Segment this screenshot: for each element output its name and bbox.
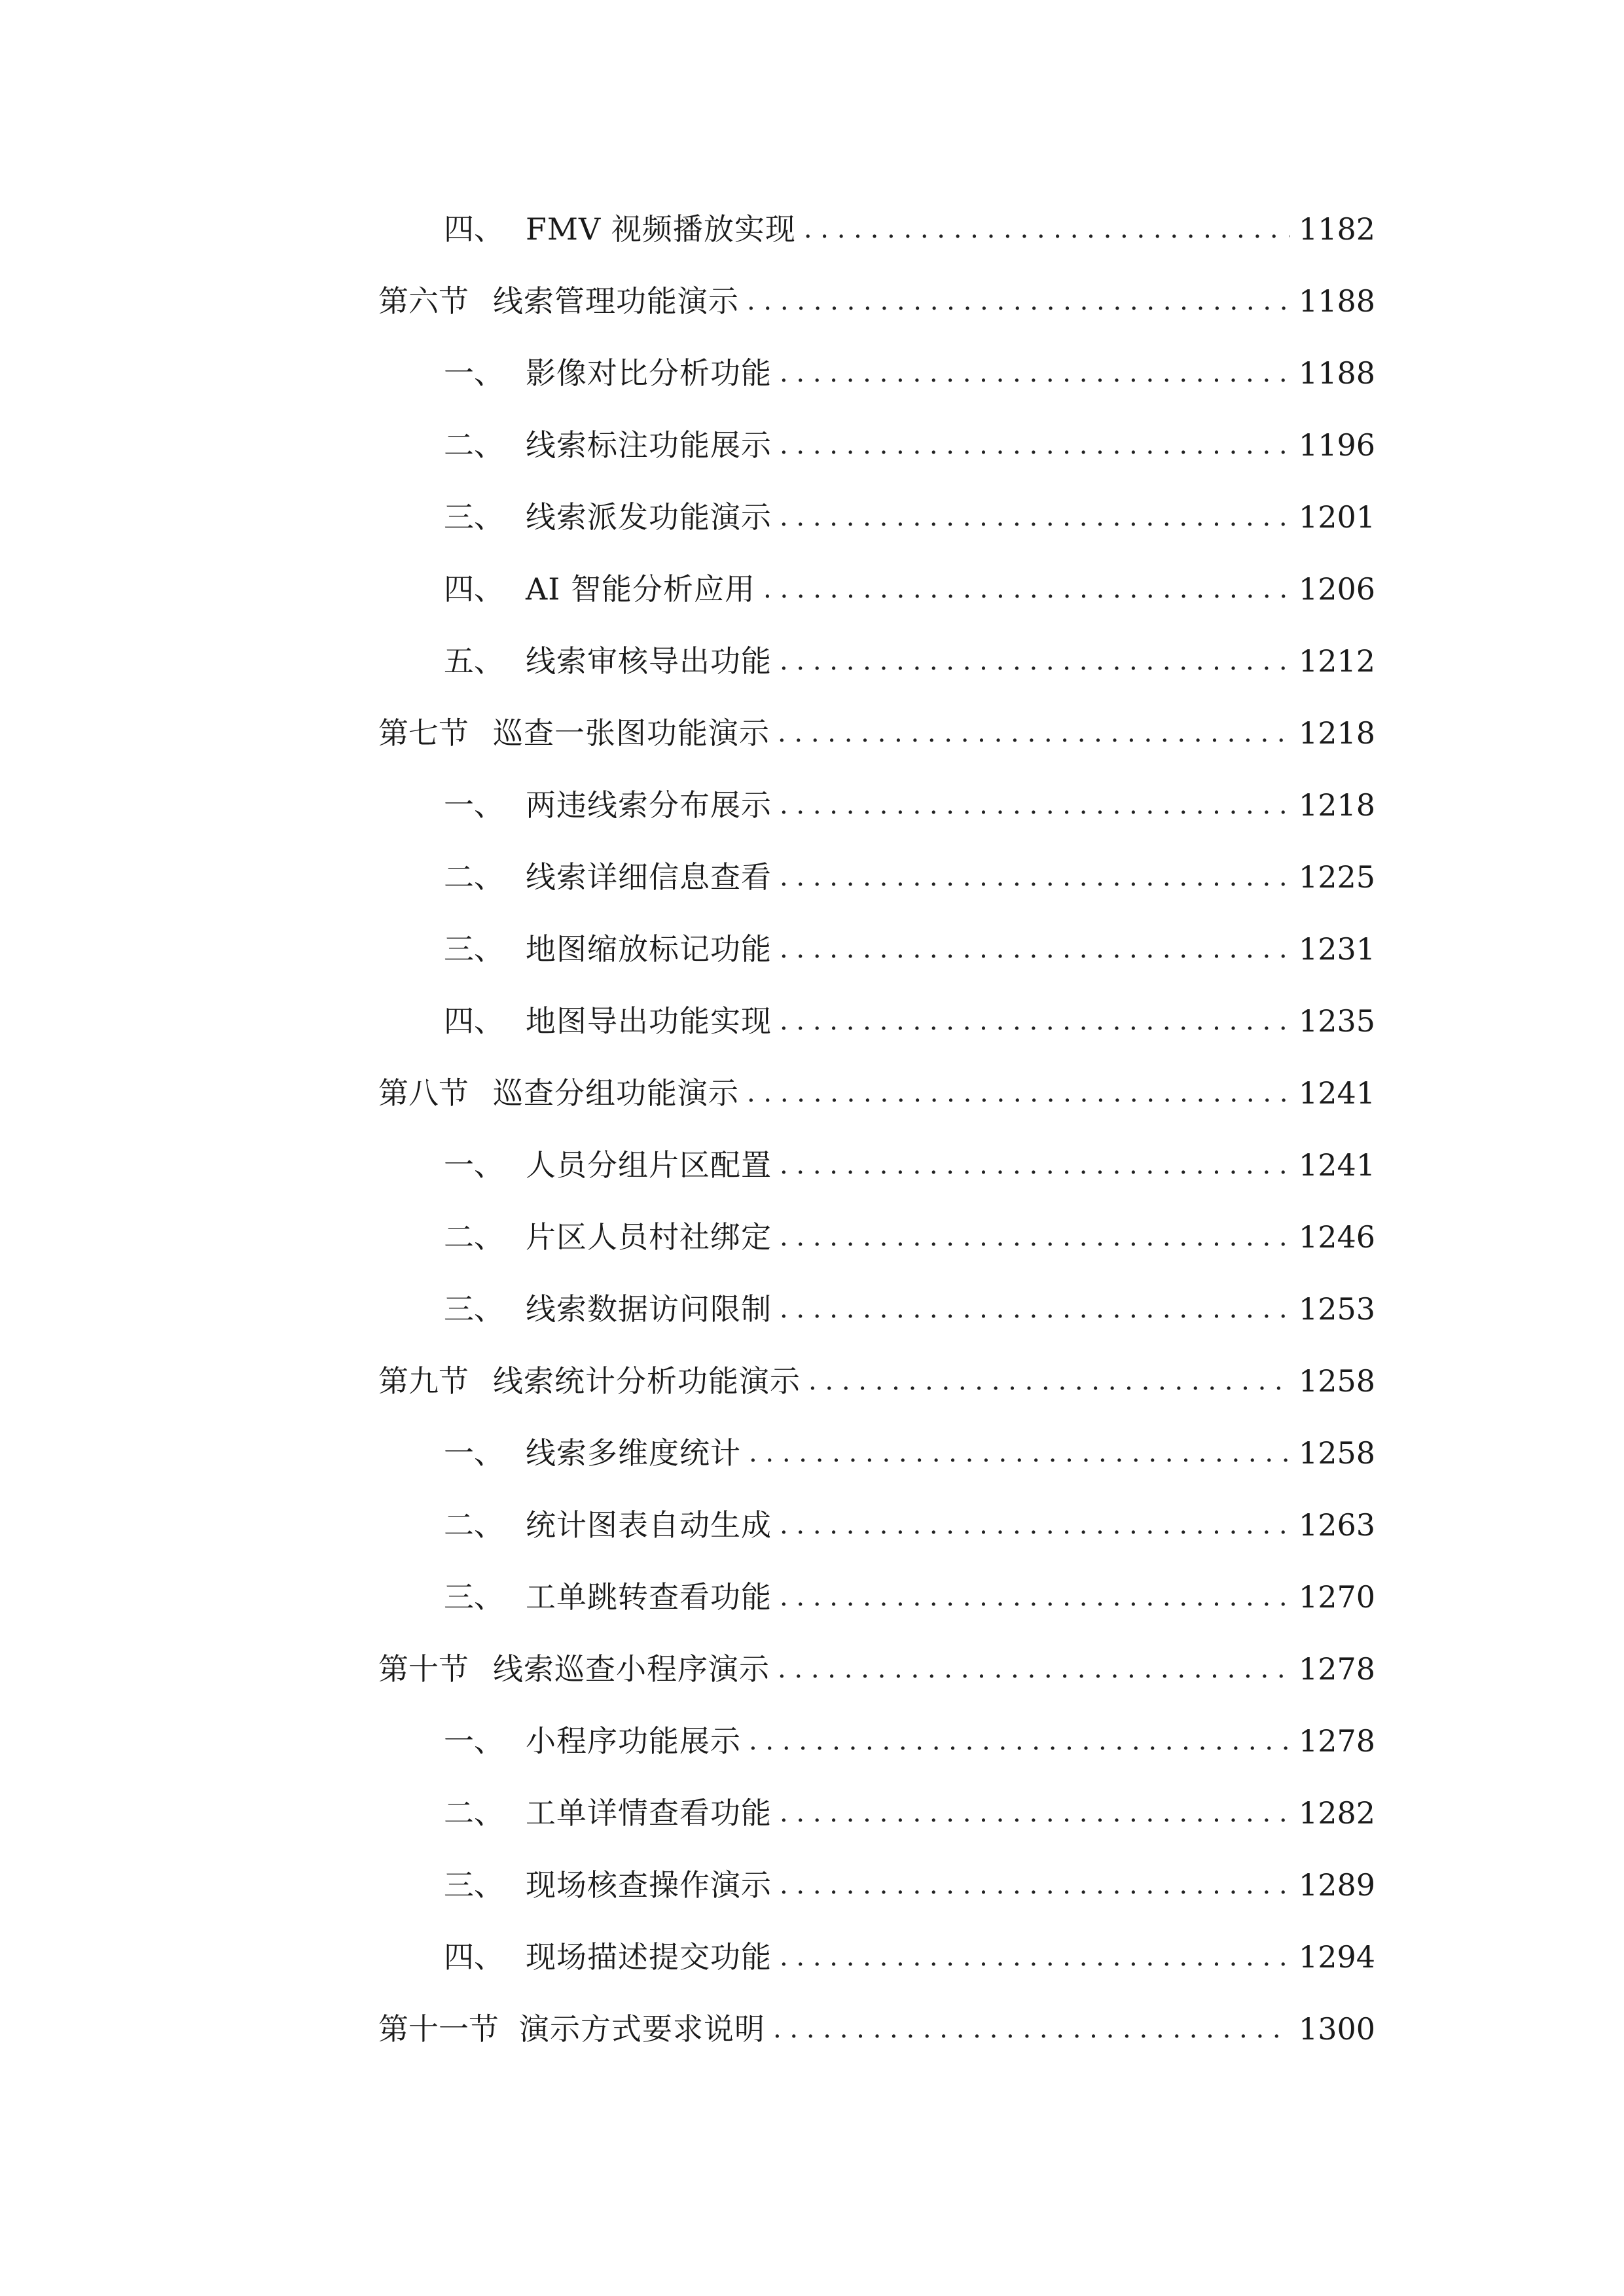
toc-dot-leader xyxy=(780,1139,1290,1191)
toc-entry-title: 工单跳转查看功能 xyxy=(526,1579,772,1615)
toc-dot-leader xyxy=(780,1859,1290,1911)
toc-dot-leader xyxy=(780,1211,1290,1263)
toc-entry-title: 现场核查操作演示 xyxy=(526,1867,772,1903)
toc-entry-page: 1188 xyxy=(1298,355,1375,391)
toc-entry-title: FMV 视频播放实现 xyxy=(526,211,796,247)
toc-entry[interactable] xyxy=(444,203,1375,255)
toc-dot-leader xyxy=(808,1355,1290,1407)
toc-dot-leader xyxy=(780,995,1290,1047)
toc-entry[interactable] xyxy=(444,1571,1375,1623)
toc-entry-title: 线索巡查小程序演示 xyxy=(493,1651,770,1687)
toc-entry-page: 1235 xyxy=(1298,1003,1375,1039)
toc-entry-title: 线索统计分析功能演示 xyxy=(493,1363,801,1399)
toc-entry[interactable] xyxy=(444,635,1375,687)
toc-entry-title: 线索标注功能展示 xyxy=(526,427,772,463)
toc-entry-title: 线索管理功能演示 xyxy=(493,283,739,319)
toc-entry[interactable] xyxy=(444,347,1375,399)
toc-entry-number: 第九节 xyxy=(378,1363,469,1399)
toc-entry-title: AI 智能分析应用 xyxy=(526,571,756,607)
toc-entry[interactable] xyxy=(444,851,1375,903)
toc-entry-page: 1188 xyxy=(1298,283,1375,319)
toc-entry-title: 线索多维度统计 xyxy=(526,1435,741,1471)
toc-dot-leader xyxy=(780,1931,1290,1983)
toc-entry-page: 1246 xyxy=(1298,1219,1375,1255)
toc-entry-title: 地图缩放标记功能 xyxy=(526,931,772,967)
toc-entry[interactable] xyxy=(444,1427,1375,1479)
toc-entry-page: 1270 xyxy=(1298,1579,1375,1615)
toc-entry-title: 小程序功能展示 xyxy=(526,1723,741,1759)
toc-entry-page: 1300 xyxy=(1298,2011,1375,2047)
toc-entry-page: 1294 xyxy=(1298,1939,1375,1975)
toc-entry-title: 线索详细信息查看 xyxy=(526,859,772,895)
toc-entry[interactable] xyxy=(444,1283,1375,1335)
toc-entry-page: 1212 xyxy=(1298,643,1375,679)
toc-entry-number: 二、 xyxy=(444,1219,504,1255)
toc-dot-leader xyxy=(747,1067,1290,1119)
toc-entry-number: 三、 xyxy=(444,1579,504,1615)
toc-dot-leader xyxy=(763,563,1290,615)
toc-entry-number: 二、 xyxy=(444,427,504,463)
toc-entry-page: 1258 xyxy=(1298,1363,1375,1399)
toc-entry-title: 影像对比分析功能 xyxy=(526,355,772,391)
toc-entry-number: 三、 xyxy=(444,1291,504,1327)
toc-dot-leader xyxy=(749,1715,1290,1767)
toc-entry[interactable] xyxy=(378,1355,1375,1407)
toc-dot-leader xyxy=(780,851,1290,903)
toc-entry-number: 第七节 xyxy=(378,715,469,751)
toc-entry-number: 四、 xyxy=(444,1003,504,1039)
toc-entry[interactable] xyxy=(378,707,1375,759)
toc-entry[interactable] xyxy=(444,419,1375,471)
toc-entry-number: 四、 xyxy=(444,211,504,247)
toc-entry-page: 1196 xyxy=(1298,427,1375,463)
toc-entry[interactable] xyxy=(444,1931,1375,1983)
toc-entry-page: 1263 xyxy=(1298,1507,1375,1543)
toc-entry-number: 一、 xyxy=(444,787,504,823)
toc-entry-title: 巡查分组功能演示 xyxy=(493,1075,739,1111)
toc-entry-title: 人员分组片区配置 xyxy=(526,1147,772,1183)
toc-entry-page: 1225 xyxy=(1298,859,1375,895)
toc-entry-page: 1182 xyxy=(1298,211,1375,247)
toc-entry-number: 一、 xyxy=(444,1435,504,1471)
toc-dot-leader xyxy=(780,1571,1290,1623)
toc-dot-leader xyxy=(804,203,1290,255)
toc-entry[interactable] xyxy=(378,1643,1375,1695)
toc-entry[interactable] xyxy=(444,1715,1375,1767)
toc-entry-number: 第十节 xyxy=(378,1651,469,1687)
toc-entry-title: 巡查一张图功能演示 xyxy=(493,715,770,751)
toc-entry-number: 五、 xyxy=(444,643,504,679)
toc-entry-page: 1289 xyxy=(1298,1867,1375,1903)
toc-entry[interactable] xyxy=(444,779,1375,831)
toc-entry[interactable] xyxy=(444,1211,1375,1263)
toc-entry-number: 四、 xyxy=(444,571,504,607)
toc-entry-number: 一、 xyxy=(444,1723,504,1759)
toc-entry[interactable] xyxy=(378,1067,1375,1119)
toc-entry-title: 线索派发功能演示 xyxy=(526,499,772,535)
toc-dot-leader xyxy=(747,275,1290,327)
toc-entry[interactable] xyxy=(444,1139,1375,1191)
toc-entry-number: 四、 xyxy=(444,1939,504,1975)
toc-dot-leader xyxy=(780,347,1290,399)
toc-dot-leader xyxy=(780,779,1290,831)
toc-entry-title: 统计图表自动生成 xyxy=(526,1507,772,1543)
toc-entry[interactable] xyxy=(444,491,1375,543)
toc-entry-number: 第八节 xyxy=(378,1075,469,1111)
toc-entry[interactable] xyxy=(444,1859,1375,1911)
toc-entry-title: 工单详情查看功能 xyxy=(526,1795,772,1831)
toc-dot-leader xyxy=(773,2003,1290,2055)
toc-entry-page: 1206 xyxy=(1298,571,1375,607)
toc-entry[interactable] xyxy=(378,275,1375,327)
toc-entry[interactable] xyxy=(444,563,1375,615)
toc-entry-number: 二、 xyxy=(444,1507,504,1543)
toc-entry-page: 1201 xyxy=(1298,499,1375,535)
toc-dot-leader xyxy=(778,1643,1290,1695)
toc-entry[interactable] xyxy=(444,923,1375,975)
toc-dot-leader xyxy=(749,1427,1290,1479)
toc-entry[interactable] xyxy=(444,1787,1375,1839)
toc-entry-title: 地图导出功能实现 xyxy=(526,1003,772,1039)
toc-entry-page: 1218 xyxy=(1298,787,1375,823)
toc-entry-title: 线索数据访问限制 xyxy=(526,1291,772,1327)
toc-entry-page: 1241 xyxy=(1298,1147,1375,1183)
toc-entry-number: 二、 xyxy=(444,1795,504,1831)
toc-entry-title: 演示方式要求说明 xyxy=(519,2011,765,2047)
toc-entry-number: 二、 xyxy=(444,859,504,895)
toc-dot-leader xyxy=(780,1283,1290,1335)
toc-entry-page: 1241 xyxy=(1298,1075,1375,1111)
toc-entry-number: 一、 xyxy=(444,355,504,391)
toc-entry-number: 三、 xyxy=(444,931,504,967)
toc-entry-page: 1278 xyxy=(1298,1651,1375,1687)
toc-dot-leader xyxy=(778,707,1290,759)
toc-entry-page: 1282 xyxy=(1298,1795,1375,1831)
toc-dot-leader xyxy=(780,419,1290,471)
toc-entry-number: 第十一节 xyxy=(378,2011,499,2047)
toc-entry-title: 两违线索分布展示 xyxy=(526,787,772,823)
toc-dot-leader xyxy=(780,923,1290,975)
toc-entry-title: 片区人员村社绑定 xyxy=(526,1219,772,1255)
toc-entry-number: 一、 xyxy=(444,1147,504,1183)
toc-dot-leader xyxy=(780,635,1290,687)
toc-entry-title: 线索审核导出功能 xyxy=(526,643,772,679)
toc-entry-number: 第六节 xyxy=(378,283,469,319)
toc-dot-leader xyxy=(780,1499,1290,1551)
toc-entry-title: 现场描述提交功能 xyxy=(526,1939,772,1975)
toc-dot-leader xyxy=(780,491,1290,543)
toc-entry[interactable] xyxy=(444,1499,1375,1551)
toc-entry-page: 1218 xyxy=(1298,715,1375,751)
toc-dot-leader xyxy=(780,1787,1290,1839)
toc-entry-page: 1253 xyxy=(1298,1291,1375,1327)
toc-entry-page: 1258 xyxy=(1298,1435,1375,1471)
toc-entry-page: 1278 xyxy=(1298,1723,1375,1759)
toc-entry-number: 三、 xyxy=(444,1867,504,1903)
toc-entry[interactable] xyxy=(444,995,1375,1047)
toc-entry[interactable] xyxy=(378,2003,1375,2055)
toc-entry-page: 1231 xyxy=(1298,931,1375,967)
toc-entry-number: 三、 xyxy=(444,499,504,535)
